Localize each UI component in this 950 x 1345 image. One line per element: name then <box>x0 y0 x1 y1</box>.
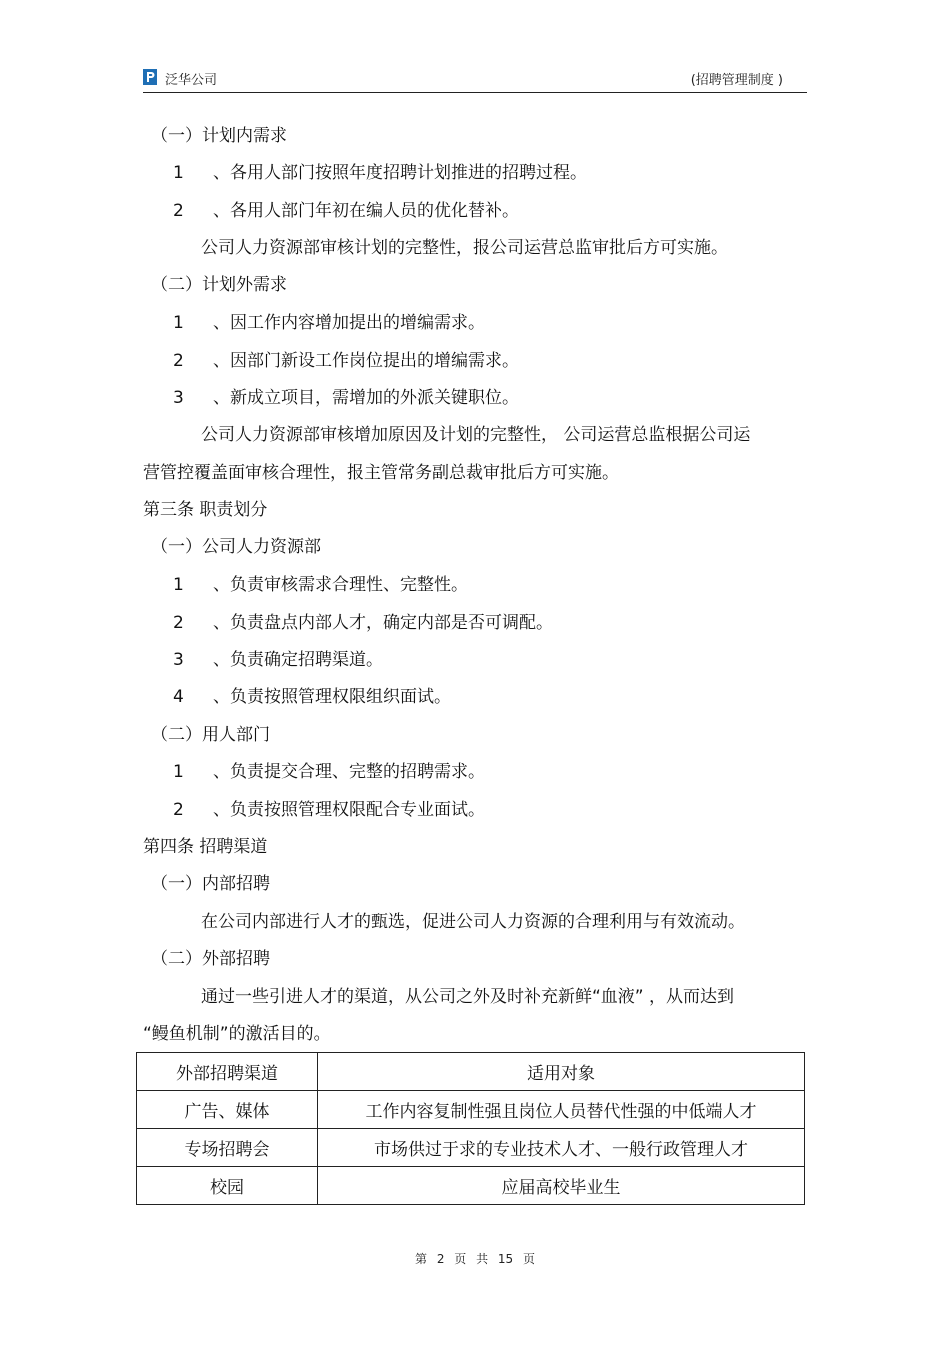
list-text: 、负责提交合理、完整的招聘需求。 <box>213 762 485 782</box>
list-item <box>173 387 519 409</box>
document-title: (招聘管理制度 ) <box>690 73 783 88</box>
table-cell: 工作内容复制性强且岗位人员替代性强的中低端人才 <box>318 1091 805 1129</box>
list-number: 1 <box>173 575 184 595</box>
paragraph: “鳗鱼机制”的激活目的。 <box>143 1024 331 1044</box>
list-item <box>173 686 451 708</box>
list-number: 2 <box>173 351 184 371</box>
list-number: 3 <box>173 650 184 670</box>
list-text: 、因工作内容增加提出的增编需求。 <box>213 313 485 333</box>
table-row <box>137 1167 805 1205</box>
table-row <box>137 1129 805 1167</box>
table-cell: 广告、媒体 <box>137 1091 318 1129</box>
list-item <box>173 799 485 821</box>
list-text: 、负责审核需求合理性、完整性。 <box>213 575 468 595</box>
table-cell: 校园 <box>137 1167 318 1205</box>
section-heading: （二）外部招聘 <box>151 949 270 969</box>
section-heading: （一）计划内需求 <box>151 126 287 146</box>
table-header-cell: 外部招聘渠道 <box>137 1053 318 1091</box>
list-item <box>173 200 519 222</box>
paragraph: 公司人力资源部审核增加原因及计划的完整性， 公司运营总监根据公司运 <box>201 425 751 445</box>
list-text: 、负责盘点内部人才，确定内部是否可调配。 <box>213 613 553 633</box>
company-name: 泛华公司 <box>165 73 218 88</box>
list-item <box>173 312 485 334</box>
table-cell: 专场招聘会 <box>137 1129 318 1167</box>
list-item <box>173 649 383 671</box>
section-heading: （一）公司人力资源部 <box>151 537 321 557</box>
table-header-cell: 适用对象 <box>318 1053 805 1091</box>
list-text: 、各用人部门按照年度招聘计划推进的招聘过程。 <box>213 163 587 183</box>
article-heading: 第四条 招聘渠道 <box>143 837 268 857</box>
page-header <box>143 66 807 93</box>
list-number: 1 <box>173 762 184 782</box>
list-text: 、负责确定招聘渠道。 <box>213 650 383 670</box>
list-number: 1 <box>173 313 184 333</box>
list-text: 、因部门新设工作岗位提出的增编需求。 <box>213 351 519 371</box>
recruitment-channel-table <box>136 1052 805 1205</box>
company-logo-icon <box>143 69 157 85</box>
page-number-footer: 第 2 页 共 15 页 <box>415 1252 535 1266</box>
list-text: 、负责按照管理权限配合专业面试。 <box>213 800 485 820</box>
paragraph: 营管控覆盖面审核合理性，报主管常务副总裁审批后方可实施。 <box>143 463 619 483</box>
list-item <box>173 574 468 596</box>
list-number: 2 <box>173 800 184 820</box>
list-item <box>173 162 587 184</box>
paragraph: 在公司内部进行人才的甄选，促进公司人力资源的合理利用与有效流动。 <box>201 912 745 932</box>
list-text: 、负责按照管理权限组织面试。 <box>213 687 451 707</box>
list-number: 3 <box>173 388 184 408</box>
list-number: 2 <box>173 613 184 633</box>
section-heading: （一）内部招聘 <box>151 874 270 894</box>
article-heading: 第三条 职责划分 <box>143 500 268 520</box>
table-cell: 市场供过于求的专业技术人才、一般行政管理人才 <box>318 1129 805 1167</box>
section-heading: （二）计划外需求 <box>151 275 287 295</box>
list-item <box>173 612 553 634</box>
list-item <box>173 350 519 372</box>
list-text: 、各用人部门年初在编人员的优化替补。 <box>213 201 519 221</box>
list-text: 、新成立项目，需增加的外派关键职位。 <box>213 388 519 408</box>
list-item <box>173 761 485 783</box>
list-number: 4 <box>173 687 184 707</box>
list-number: 1 <box>173 163 184 183</box>
table-cell: 应届高校毕业生 <box>318 1167 805 1205</box>
section-heading: （二）用人部门 <box>151 725 270 745</box>
list-number: 2 <box>173 201 184 221</box>
paragraph: 公司人力资源部审核计划的完整性，报公司运营总监审批后方可实施。 <box>201 238 728 258</box>
paragraph: 通过一些引进人才的渠道，从公司之外及时补充新鲜“血液” ，从而达到 <box>201 987 735 1007</box>
table-header-row <box>137 1053 805 1091</box>
table-row <box>137 1091 805 1129</box>
